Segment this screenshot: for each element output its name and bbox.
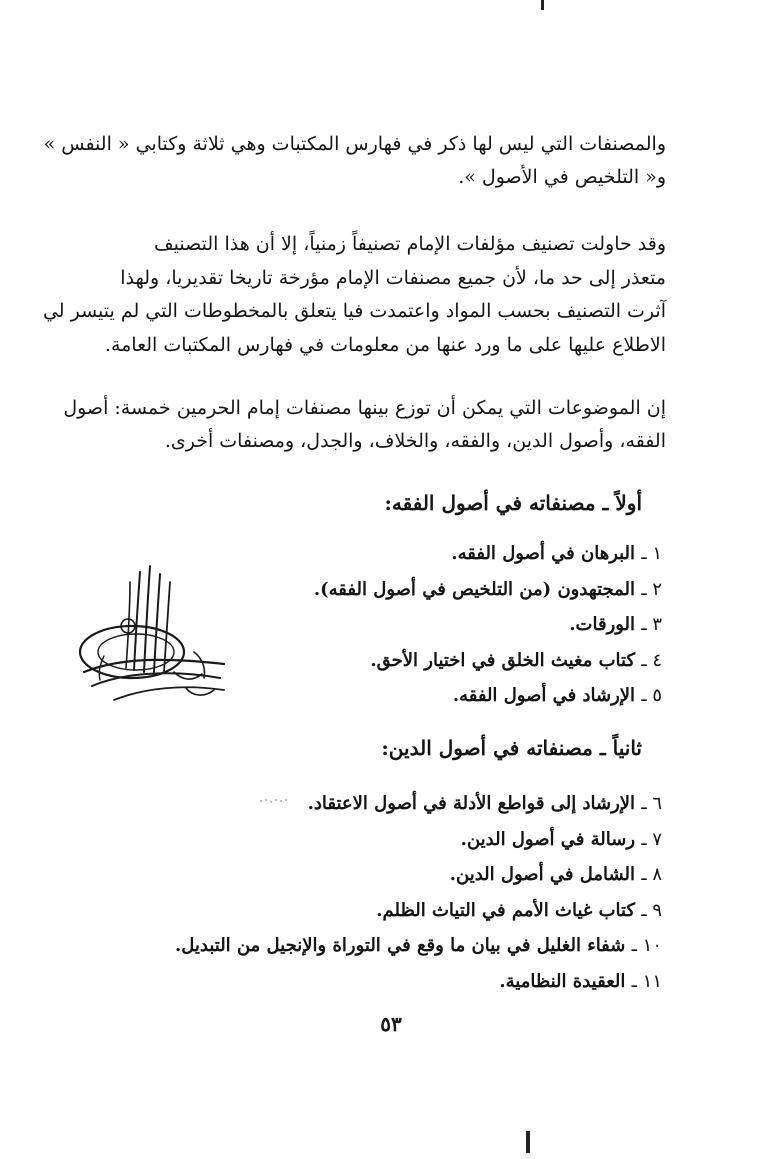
page-number: ٥٣ [380,1012,402,1036]
item-number: ٦ ـ [641,793,662,814]
item-title: كتاب مغيث الخلق في اختيار الأحق. [370,649,636,671]
item-number: ٩ ـ [641,899,662,921]
item-title: الشامل في أصول الدين. [449,864,636,885]
item-title: العقيدة النظامية. [499,970,626,992]
list-item [175,964,662,1000]
paragraph-line: متعذر إلى حد ما، لأن جميع مصنفات الإمام مؤرخة تاريخا تقديريا، ولهذا [120,266,666,289]
list-item [314,607,662,643]
item-title: كتاب غياث الأمم في التياث الظلم. [376,899,636,921]
list-item [314,536,662,572]
paragraph-line: و« التلخيص في الأصول ». [458,166,666,188]
item-number: ٨ ـ [641,864,662,885]
topics-paragraph [63,392,666,458]
list-item [175,857,662,893]
item-title: الورقات. [569,614,636,635]
list-item [314,643,662,679]
list-item [175,786,662,822]
item-number: ٣ ـ [641,614,662,635]
item-title: المجتهدون (من التلخيص في أصول الفقه). [313,578,636,600]
calligraphy-seal-icon [74,560,230,720]
item-number: ٤ ـ [641,649,662,671]
item-number: ٧ ـ [641,828,662,850]
paragraph-line: الاطلاع عليها على ما ورد عنها من معلومات في فهارس المكتبات العامة. [104,333,666,356]
item-number: ١٠ ـ [631,935,662,956]
paragraph-line: والمصنفات التي ليس لها ذكر في فهارس المكتبات وهي ثلاثة وكتابي « النفس » [43,133,666,155]
item-title: رسالة في أصول الدين. [460,828,636,850]
paragraph-line: إن الموضوعات التي يمكن أن توزع بينها مصنفات إمام الحرمين خمسة: أصول [63,397,666,419]
classification-paragraph [42,228,666,362]
section-heading-usul-din: ثانياً ـ مصنفاته في أصول الدين: [381,736,642,760]
intro-paragraph [43,128,666,194]
item-title: البرهان في أصول الفقه. [451,543,636,564]
list-item [175,822,662,858]
item-title: الإرشاد في أصول الفقه. [452,685,636,706]
usul-din-list [175,786,662,999]
usul-fiqh-list [314,536,662,714]
item-title: الإرشاد إلى قواطع الأدلة في أصول الاعتقاد. [307,793,636,814]
paragraph-line: آثرت التصنيف بحسب المواد واعتمدت فيا يتعلق بالمخطوطات التي لم يتيسر لي [42,300,666,322]
section-heading-usul-fiqh: أولاً ـ مصنفاته في أصول الفقه: [384,491,642,515]
item-number: ١١ ـ [631,970,662,992]
item-number: ٢ ـ [641,578,662,600]
bottom-edge-mark [526,1131,530,1153]
paragraph-line: وقد حاولت تصنيف مؤلفات الإمام تصنيفاً زمنياً، إلا أن هذا التصنيف [154,233,666,255]
item-number: ١ ـ [641,543,662,564]
item-number: ٥ ـ [641,685,662,706]
item-title: شفاء الغليل في بيان ما وقع في التوراة والإنجيل من التبديل. [174,935,626,956]
list-item [175,893,662,929]
list-item [175,928,662,964]
list-item [314,678,662,714]
top-edge-mark [541,0,544,10]
list-item [314,572,662,608]
paragraph-line: الفقه، وأصول الدين، والفقه، والخلاف، والجدل، ومصنفات أخرى. [164,430,666,452]
